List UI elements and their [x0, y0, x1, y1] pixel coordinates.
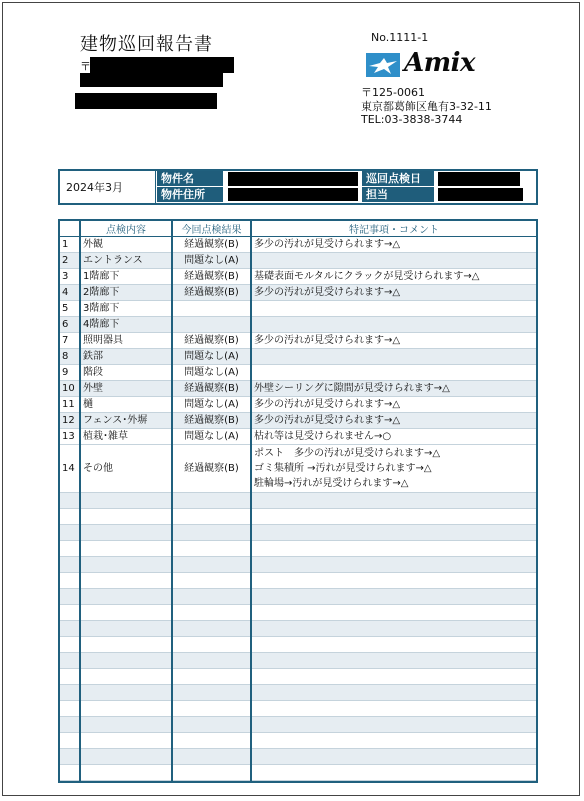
inspection-result: 経過観察(B): [172, 381, 251, 397]
property-address-label: 物件住所: [157, 187, 223, 202]
empty-cell: [251, 621, 536, 637]
row-number: 2: [60, 253, 80, 269]
empty-cell: [172, 509, 251, 525]
empty-cell: [60, 733, 80, 749]
empty-cell: [60, 765, 80, 781]
inspection-comment: [251, 253, 536, 269]
table-row: [60, 349, 536, 365]
header-comment: 特記事項・コメント: [251, 221, 536, 237]
empty-cell: [60, 541, 80, 557]
empty-cell: [172, 605, 251, 621]
empty-cell: [251, 525, 536, 541]
row-number: 9: [60, 365, 80, 381]
empty-cell: [251, 669, 536, 685]
comment-line: ポスト 多少の汚れが見受けられます→△: [254, 448, 441, 459]
empty-row: [60, 653, 536, 669]
empty-cell: [80, 701, 172, 717]
row-number: 14: [60, 445, 80, 493]
company-postal: 〒125-0061: [361, 86, 425, 99]
table-row: [60, 429, 536, 445]
empty-cell: [172, 525, 251, 541]
inspection-item: 2階廊下: [80, 285, 172, 301]
company-address: 東京都葛飾区亀有3-32-11: [361, 100, 492, 113]
postal-mark: 〒: [80, 60, 91, 73]
row-number: 11: [60, 397, 80, 413]
empty-cell: [80, 589, 172, 605]
table-row: [60, 253, 536, 269]
inspection-comment: 枯れ等は見受けられません→○: [251, 429, 536, 445]
inspection-item: フェンス･外塀: [80, 413, 172, 429]
company-logo-text: Amix: [404, 48, 476, 78]
row-number: 4: [60, 285, 80, 301]
empty-cell: [251, 541, 536, 557]
empty-row: [60, 701, 536, 717]
row-number: 10: [60, 381, 80, 397]
empty-cell: [80, 557, 172, 573]
empty-cell: [251, 733, 536, 749]
inspection-comment: 多少の汚れが見受けられます→△: [251, 285, 536, 301]
empty-cell: [251, 637, 536, 653]
empty-cell: [172, 701, 251, 717]
empty-row: [60, 493, 536, 509]
empty-cell: [172, 493, 251, 509]
empty-cell: [60, 749, 80, 765]
patrol-date-label: 巡回点検日: [362, 171, 434, 186]
redacted-manager: [438, 188, 523, 201]
report-month: 2024年3月: [60, 171, 156, 203]
row-number: 12: [60, 413, 80, 429]
table-row: [60, 237, 536, 253]
empty-row: [60, 589, 536, 605]
empty-cell: [251, 493, 536, 509]
empty-row: [60, 541, 536, 557]
inspection-item: 外壁: [80, 381, 172, 397]
company-tel: TEL:03-3838-3744: [361, 113, 463, 126]
empty-cell: [172, 573, 251, 589]
empty-cell: [60, 573, 80, 589]
empty-cell: [172, 557, 251, 573]
empty-cell: [60, 669, 80, 685]
row-number: 8: [60, 349, 80, 365]
empty-cell: [172, 637, 251, 653]
inspection-comment: 基礎表面モルタルにクラックが見受けられます→△: [251, 269, 536, 285]
empty-cell: [80, 605, 172, 621]
inspection-item: 4階廊下: [80, 317, 172, 333]
inspection-result: 経過観察(B): [172, 445, 251, 493]
empty-cell: [80, 493, 172, 509]
empty-row: [60, 557, 536, 573]
inspection-item: エントランス: [80, 253, 172, 269]
empty-cell: [80, 509, 172, 525]
inspection-comment: [251, 445, 536, 493]
empty-row: [60, 733, 536, 749]
property-info-box: [58, 169, 538, 205]
property-name-label: 物件名: [157, 171, 223, 186]
inspection-result: [172, 301, 251, 317]
empty-cell: [251, 573, 536, 589]
table-row: [60, 413, 536, 429]
empty-row: [60, 605, 536, 621]
empty-cell: [80, 765, 172, 781]
inspection-comment: 多少の汚れが見受けられます→△: [251, 397, 536, 413]
empty-cell: [60, 509, 80, 525]
comment-line: 駐輪場→汚れが見受けられます→△: [254, 478, 409, 489]
empty-cell: [251, 589, 536, 605]
inspection-result: 問題なし(A): [172, 253, 251, 269]
empty-cell: [80, 621, 172, 637]
empty-cell: [172, 669, 251, 685]
table-row: [60, 365, 536, 381]
inspection-comment: 多少の汚れが見受けられます→△: [251, 413, 536, 429]
empty-cell: [172, 589, 251, 605]
empty-cell: [172, 733, 251, 749]
inspection-result: 問題なし(A): [172, 365, 251, 381]
empty-cell: [80, 637, 172, 653]
row-number: 5: [60, 301, 80, 317]
empty-cell: [251, 605, 536, 621]
empty-row: [60, 685, 536, 701]
inspection-comment: 多少の汚れが見受けられます→△: [251, 333, 536, 349]
header-inspection-item: 点検内容: [80, 221, 172, 237]
header-result: 今回点検結果: [172, 221, 251, 237]
redacted-property-address: [228, 188, 358, 201]
inspection-result: 経過観察(B): [172, 237, 251, 253]
inspection-result: 問題なし(A): [172, 429, 251, 445]
empty-cell: [172, 685, 251, 701]
empty-row: [60, 621, 536, 637]
empty-row: [60, 669, 536, 685]
manager-label: 担当: [362, 187, 434, 202]
table-row: [60, 445, 536, 493]
comment-line: ゴミ集積所 →汚れが見受けられます→△: [254, 463, 432, 474]
document-number: No.1111-1: [371, 31, 429, 44]
inspection-result: 経過観察(B): [172, 333, 251, 349]
inspection-comment: [251, 301, 536, 317]
inspection-result: 経過観察(B): [172, 285, 251, 301]
empty-cell: [172, 621, 251, 637]
empty-cell: [80, 573, 172, 589]
empty-cell: [60, 621, 80, 637]
empty-row: [60, 525, 536, 541]
inspection-comment: [251, 365, 536, 381]
empty-cell: [80, 653, 172, 669]
header-no: [60, 221, 80, 237]
inspection-table: [58, 219, 538, 783]
redacted-address: [80, 73, 223, 87]
redacted-client-name: [75, 93, 217, 109]
table-row: [60, 301, 536, 317]
empty-cell: [60, 701, 80, 717]
table-row: [60, 381, 536, 397]
empty-cell: [172, 653, 251, 669]
inspection-comment: 外壁シーリングに隙間が見受けられます→△: [251, 381, 536, 397]
empty-cell: [251, 717, 536, 733]
empty-cell: [251, 685, 536, 701]
empty-cell: [60, 653, 80, 669]
inspection-result: 経過観察(B): [172, 413, 251, 429]
redacted-patrol-date: [438, 172, 520, 186]
report-title: 建物巡回報告書: [80, 34, 213, 55]
row-number: 1: [60, 237, 80, 253]
inspection-item: 植栽･雑草: [80, 429, 172, 445]
empty-cell: [60, 557, 80, 573]
table-row: [60, 333, 536, 349]
inspection-item: 樋: [80, 397, 172, 413]
inspection-result: [172, 317, 251, 333]
inspection-item: 1階廊下: [80, 269, 172, 285]
row-number: 3: [60, 269, 80, 285]
inspection-result: 経過観察(B): [172, 269, 251, 285]
empty-cell: [60, 493, 80, 509]
empty-cell: [80, 525, 172, 541]
empty-cell: [80, 733, 172, 749]
empty-cell: [80, 717, 172, 733]
table-row: [60, 317, 536, 333]
empty-row: [60, 717, 536, 733]
row-number: 13: [60, 429, 80, 445]
empty-cell: [80, 749, 172, 765]
empty-cell: [172, 717, 251, 733]
empty-cell: [251, 509, 536, 525]
empty-cell: [60, 717, 80, 733]
empty-row: [60, 573, 536, 589]
inspection-item: 鉄部: [80, 349, 172, 365]
inspection-comment: 多少の汚れが見受けられます→△: [251, 237, 536, 253]
inspection-comment: [251, 317, 536, 333]
empty-cell: [60, 525, 80, 541]
redacted-postal-code: [90, 57, 234, 73]
inspection-item: 階段: [80, 365, 172, 381]
empty-cell: [60, 605, 80, 621]
inspection-item: その他: [80, 445, 172, 493]
empty-row: [60, 749, 536, 765]
empty-row: [60, 637, 536, 653]
table-row: [60, 397, 536, 413]
empty-cell: [60, 685, 80, 701]
table-row: [60, 285, 536, 301]
empty-cell: [251, 653, 536, 669]
empty-cell: [80, 669, 172, 685]
inspection-item: 3階廊下: [80, 301, 172, 317]
empty-cell: [172, 749, 251, 765]
table-row: [60, 269, 536, 285]
empty-cell: [172, 765, 251, 781]
inspection-item: 照明器具: [80, 333, 172, 349]
empty-cell: [80, 541, 172, 557]
empty-cell: [60, 589, 80, 605]
empty-cell: [60, 637, 80, 653]
empty-cell: [251, 701, 536, 717]
inspection-result: 問題なし(A): [172, 397, 251, 413]
redacted-property-name: [228, 172, 358, 186]
empty-cell: [80, 685, 172, 701]
empty-cell: [172, 541, 251, 557]
row-number: 7: [60, 333, 80, 349]
row-number: 6: [60, 317, 80, 333]
empty-cell: [251, 765, 536, 781]
inspection-item: 外観: [80, 237, 172, 253]
empty-cell: [251, 557, 536, 573]
empty-cell: [251, 749, 536, 765]
inspection-result: 問題なし(A): [172, 349, 251, 365]
empty-row: [60, 509, 536, 525]
inspection-comment: [251, 349, 536, 365]
empty-row: [60, 765, 536, 781]
